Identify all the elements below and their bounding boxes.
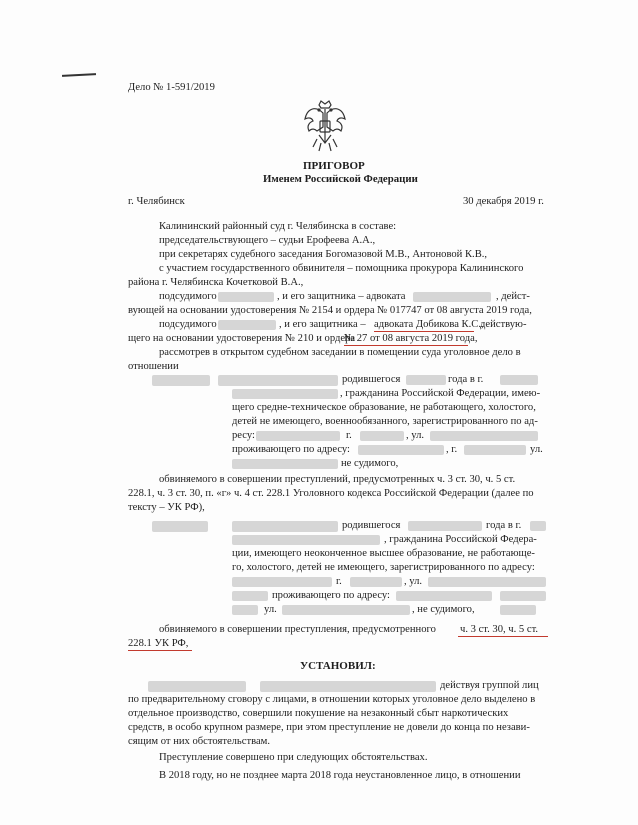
redaction [408,521,482,531]
document-title: ПРИГОВОР [303,160,365,172]
redaction [152,375,210,386]
person1-text: щего средне-техническое образование, не работающего, холостого, [232,402,536,413]
hearing-text: рассмотрев в открытом судебном заседании в помещении суда уголовное дело в [159,347,521,358]
body-text: по предварительному сговору с лицами, в отношении которых уголовное дело выделено в [128,694,536,705]
redaction [500,605,536,615]
redaction [260,681,436,692]
person2-text: го, холостого, детей не имеющего, зарегистрированного по адресу: [232,562,535,573]
person1-address: , ул. [406,430,425,441]
redaction [282,605,410,615]
redaction [232,459,338,469]
city: г. Челябинск [128,196,185,207]
defendant1-text: , и его защитника – адвоката [277,291,406,302]
redaction [148,681,246,692]
redaction [218,292,274,302]
redaction [350,577,402,587]
person2-record: ул. [264,604,277,615]
charge2-articles: 228.1 УК РФ, [128,638,189,649]
coat-of-arms-icon [303,99,347,153]
defendant2-text: щего на основании удостоверения № 210 и ордера [128,333,356,344]
person2-born: родившегося [342,520,401,531]
redaction [232,535,380,545]
redaction [500,375,538,385]
hearing-text: отношении [128,361,179,372]
defendant1-text: вующей на основании удостоверения № 2154 и ордера № 017747 от 08 августа 2019 года, [128,305,532,316]
body-text: отдельное производство, совершили покушение на незаконный сбыт наркотических [128,708,509,719]
person1-residence: , г. [446,444,458,455]
redaction [530,521,546,531]
redaction [256,431,340,441]
redaction [232,521,338,532]
charge1-text: тексту – УК РФ), [128,502,205,513]
person2-born: года в г. [486,520,522,531]
redaction [232,591,268,601]
redaction [218,375,338,386]
person1-address: ресу: [232,430,255,441]
person1-residence: ул. [530,444,543,455]
defendant1-text: , дейст- [496,291,530,302]
person1-text: детей не имеющего, военнообязанного, зарегистрированного по ад- [232,416,538,427]
charge2-text: обвиняемого в совершении преступления, предусмотренного [159,624,436,635]
person1-born: родившегося [342,374,401,385]
person2-residence: проживающего по адресу: [272,590,390,601]
redaction [464,445,526,455]
person1-residence: проживающего по адресу: [232,444,350,455]
redaction [428,577,546,587]
court-line: председательствующего – судьи Ерофеева А.А., [159,235,376,246]
person1-text: , гражданина Российской Федерации, имею- [340,388,541,399]
body-text: В 2018 году, но не позднее марта 2018 года неустановленное лицо, в отношении [159,770,521,781]
redaction [413,292,491,302]
case-number: Дело № 1-591/2019 [128,82,215,93]
defendant1-label: подсудимого [159,291,217,302]
redaction [500,591,546,601]
charge1-text: обвиняемого в совершении преступлений, предусмотренных ч. 3 ст. 30, ч. 5 ст. [159,474,516,485]
person1-born: года в г. [448,374,484,385]
person2-text: , гражданина Российской Федера- [384,534,537,545]
handwritten-dash [62,73,96,76]
section-heading: УСТАНОВИЛ: [300,660,376,672]
body-text: действуя группой лиц [440,680,539,691]
redaction [232,577,332,587]
redaction [360,431,404,441]
document-subtitle: Именем Российской Федерации [263,173,418,185]
date: 30 декабря 2019 г. [463,196,544,207]
body-text: средств, в особо крупном размере, при этом преступление не довели до конца по незави- [128,722,530,733]
court-line: с участием государственного обвинителя – помощника прокурора Калининского [159,263,524,274]
body-text: Преступление совершено при следующих обстоятельствах. [159,752,428,763]
redaction [232,605,258,615]
redaction [406,375,446,385]
defendant2-text: , и его защитника – [279,319,366,330]
defendant2-text: действую- [480,319,527,330]
defendant2-label: подсудимого [159,319,217,330]
redaction [232,389,338,399]
redaction [396,591,492,601]
court-line: при секретарях судебного заседания Богомазовой М.В., Антоновой К.В., [159,249,488,260]
court-line: района г. Челябинска Кочетковой В.А., [128,277,304,288]
person1-record: не судимого, [341,458,399,469]
redaction [430,431,538,441]
redaction [152,521,208,532]
court-line: Калининский районный суд г. Челябинска в составе: [159,221,397,232]
defendant2-order: № 27 от 08 августа 2019 года, [344,333,478,344]
redaction [218,320,276,330]
person1-address: г. [346,430,352,441]
redaction [358,445,444,455]
charge1-text: 228.1, ч. 3 ст. 30, п. «г» ч. 4 ст. 228.1 Уголовного кодекса Российской Федерации (далее по [128,488,534,499]
person2-record: , не судимого, [412,604,475,615]
person2-text: ции, имеющего неоконченное высшее образование, не работающе- [232,548,535,559]
person2-address: г. [336,576,342,587]
charge2-articles: ч. 3 ст. 30, ч. 5 ст. [460,624,539,635]
person2-address: , ул. [404,576,423,587]
defendant2-lawyer: адвоката Добикова К.С., [374,319,484,330]
red-underline [458,636,548,637]
red-underline [128,650,192,651]
body-text: сящим от них обстоятельствам. [128,736,271,747]
